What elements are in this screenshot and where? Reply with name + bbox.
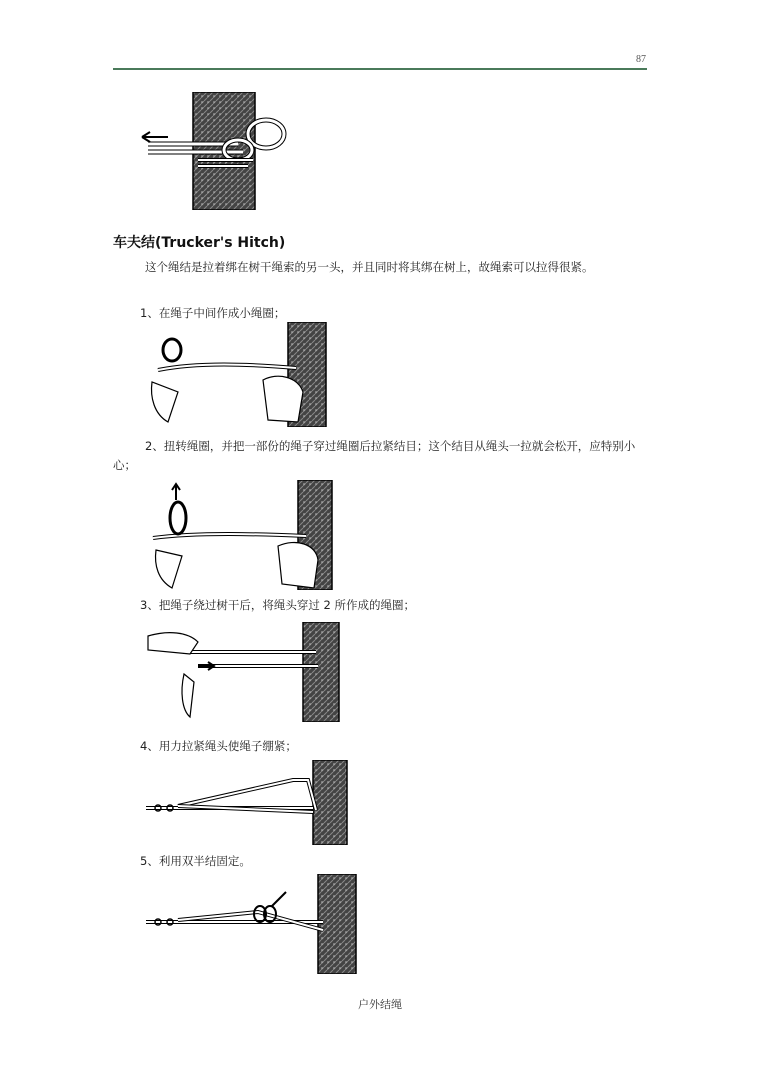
figure-step-4 xyxy=(138,760,368,845)
step-3: 3、把绳子绕过树干后，将绳头穿过 2 所作成的绳圈； xyxy=(140,598,415,612)
section-title: 车夫结(Trucker's Hitch) xyxy=(113,235,286,251)
figure-step-5 xyxy=(138,874,368,974)
figure-step-2 xyxy=(138,480,338,590)
page-footer: 户外结绳 xyxy=(358,998,402,1011)
step-2: 2、扭转绳圈，并把一部份的绳子穿过绳圈后拉紧结目；这个结目从绳头一拉就会松开，应特别小心； xyxy=(113,439,636,472)
header-rule xyxy=(113,68,647,70)
figure-top-knot xyxy=(138,92,298,210)
section-intro: 这个绳结是拉着绑在树干绳索的另一头，并且同时将其绑在树上，故绳索可以拉得很紧。 xyxy=(145,260,594,274)
figure-step-1 xyxy=(138,322,338,427)
step-4: 4、用力拉紧绳头使绳子绷紧； xyxy=(140,739,297,753)
figure-step-3 xyxy=(138,622,348,722)
step-5: 5、利用双半结固定。 xyxy=(140,854,251,868)
page-number: 87 xyxy=(636,54,646,65)
step-1: 1、在绳子中间作成小绳圈； xyxy=(140,306,286,320)
